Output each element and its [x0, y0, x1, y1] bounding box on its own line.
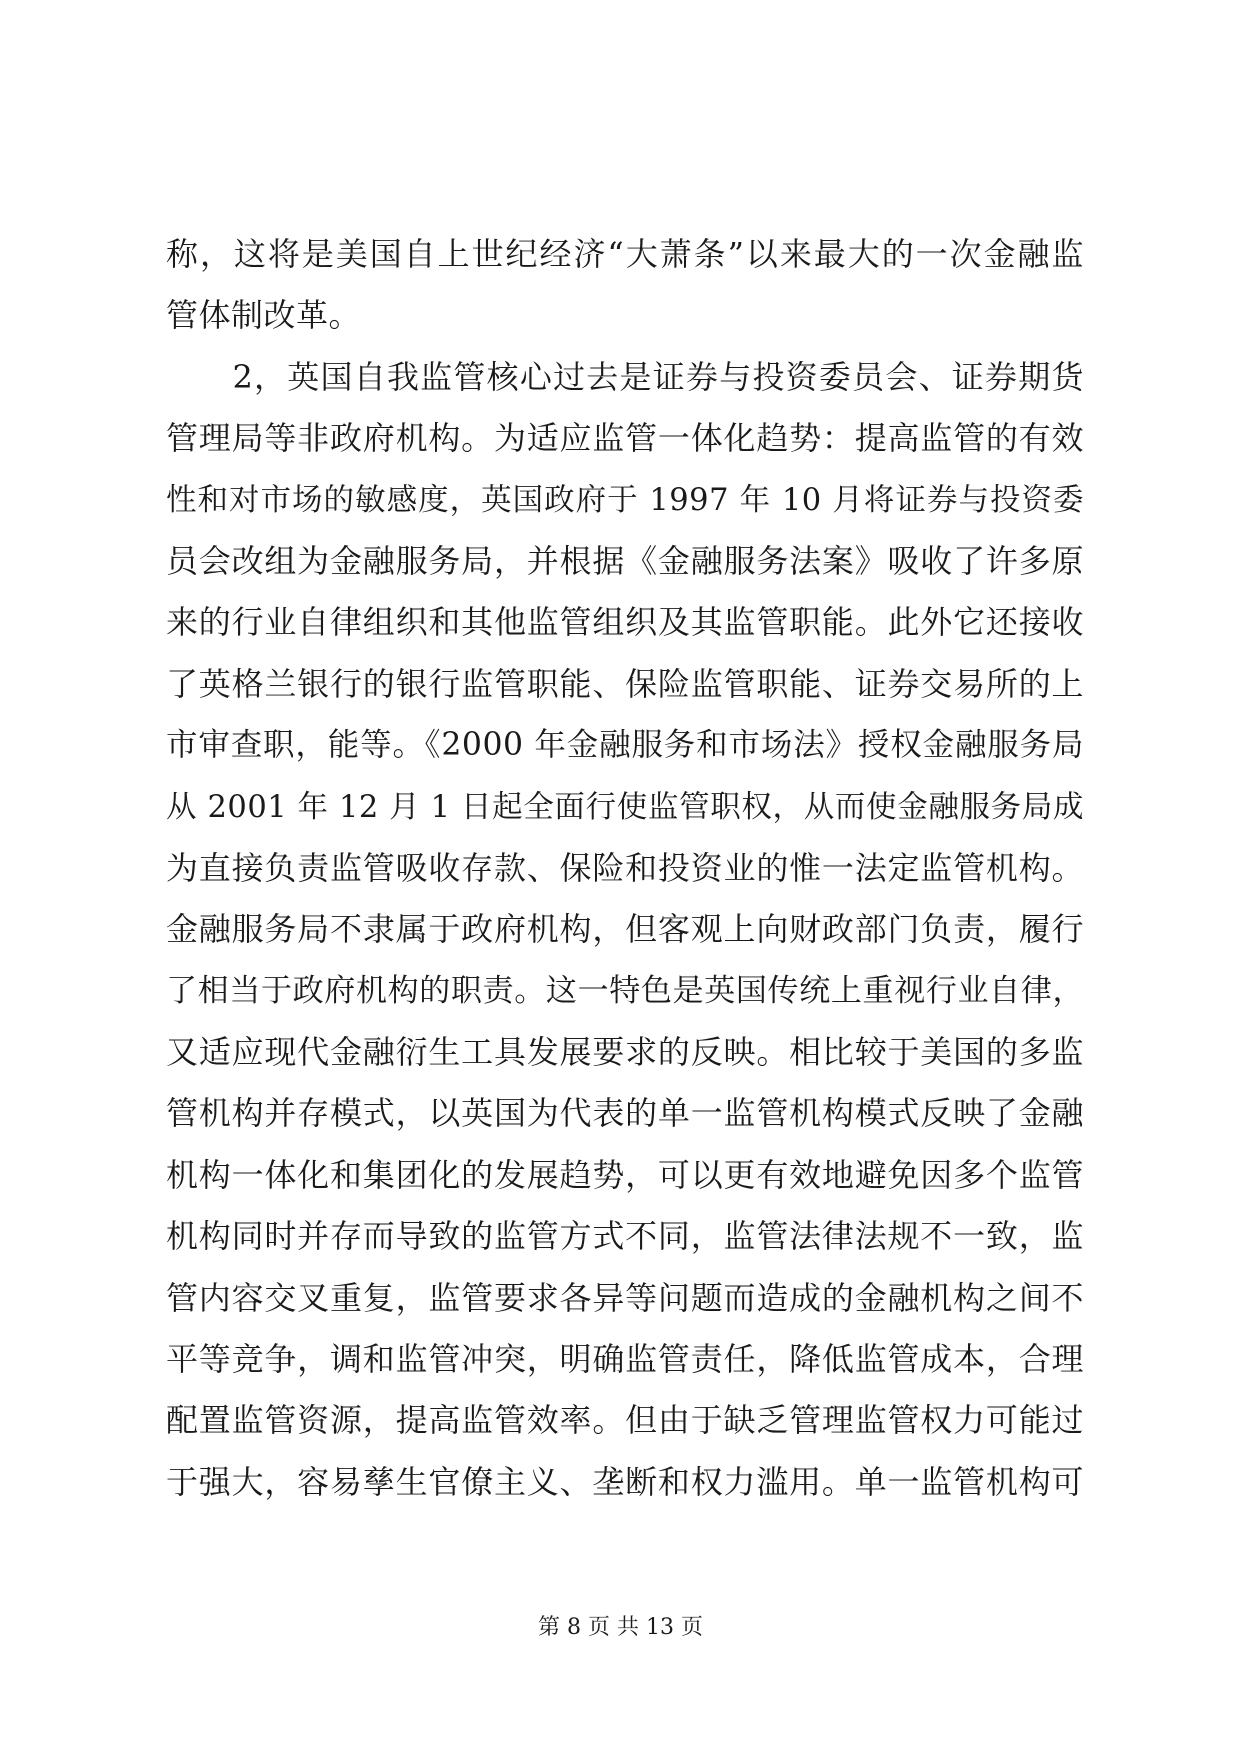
text-line: 配置监管资源，提高监管效率。但由于缺乏管理监管权力可能过	[166, 1401, 1084, 1440]
text-line: 为直接负责监管吸收存款、保险和投资业的惟一法定监管机构。	[166, 848, 1084, 887]
text-line: 称，这将是美国自上世纪经济“大萧条”以来最大的一次金融监	[166, 235, 1084, 273]
text-line: 管体制改革。	[166, 296, 362, 335]
text-line: 平等竞争，调和监管冲突，明确监管责任，降低监管成本，合理	[166, 1340, 1084, 1379]
text-line: 员会改组为金融服务局，并根据《金融服务法案》吸收了许多原	[166, 541, 1084, 580]
text-line: 从 2001 年 12 月 1 日起全面行使监管职权，从而使金融服务局成	[166, 789, 1084, 825]
text-line: 管机构并存模式，以英国为代表的单一监管机构模式反映了金融	[166, 1094, 1084, 1133]
text-line: 金融服务局不隶属于政府机构，但客观上向财政部门负责，履行	[166, 910, 1084, 949]
text-line: 市审查职，能等。《2000 年金融服务和市场法》授权金融服务局	[166, 727, 1084, 764]
text-line: 了相当于政府机构的职责。这一特色是英国传统上重视行业自律，	[166, 972, 1084, 1009]
text-line: 机构一体化和集团化的发展趋势，可以更有效地避免因多个监管	[166, 1155, 1084, 1194]
text-line: 管理局等非政府机构。为适应监管一体化趋势：提高监管的有效	[166, 419, 1084, 458]
text-line: 来的行业自律组织和其他监管组织及其监管职能。此外它还接收	[166, 603, 1084, 642]
text-line: 机构同时并存而导致的监管方式不同，监管法律法规不一致，监	[166, 1217, 1084, 1256]
text-line: 2，英国自我监管核心过去是证券与投资委员会、证券期货	[166, 357, 1084, 396]
text-line: 管内容交叉重复，监管要求各异等问题而造成的金融机构之间不	[166, 1278, 1084, 1317]
text-line: 于强大，容易孳生官僚主义、垄断和权力滥用。单一监管机构可	[166, 1462, 1084, 1501]
text-line: 性和对市场的敏感度，英国政府于 1997 年 10 月将证券与投资委	[166, 482, 1084, 518]
text-line: 了英格兰银行的银行监管职能、保险监管职能、证券交易所的上	[166, 664, 1084, 703]
page-footer: 第 8 页 共 13 页	[538, 1615, 703, 1640]
body-text	[166, 224, 1084, 1513]
text-line: 又适应现代金融衍生工具发展要求的反映。相比较于美国的多监	[166, 1033, 1084, 1072]
